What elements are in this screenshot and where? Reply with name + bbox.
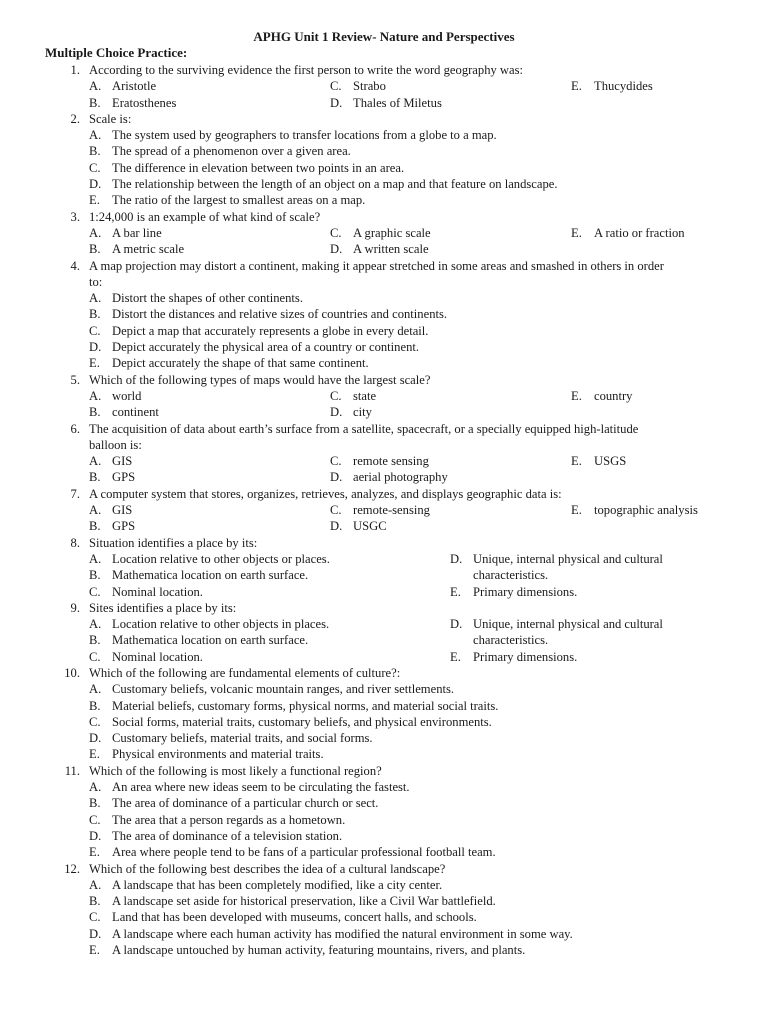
question-number: 7.	[70, 486, 80, 501]
question-number: 11.	[64, 763, 80, 778]
question-number: 12.	[64, 861, 80, 876]
question-6: 6. The acquisition of data about earth’s surface from a satellite, spacecraft, or a specially equipped high-latitude balloon is: A. GIS C. remote sensing E. USGS B. GPS D. aerial photography	[0, 421, 768, 486]
question-12: 12. Which of the following best describes the idea of a cultural landscape? A. A landscape that has been completely modified, like a city center. B. A landscape set aside for historical preservation, like a Civil War battlefield. C. Land that has been developed with museums, concert halls, and schools. D. A landscape where each human activity has modified the natural environment in some way. E. A landscape untouched by human activity, featuring mountains, rivers, and plants.	[0, 861, 768, 959]
question-number: 2.	[70, 111, 80, 126]
question-number: 3.	[70, 209, 80, 224]
question-2: 2. Scale is: A. The system used by geographers to transfer locations from a globe to a map. B. The spread of a phenomenon over a given area. C. The difference in elevation between two points in an area. D. The relationship between the length of an object on a map and that feature on landscape. E. The ratio of the largest to smallest areas on a map.	[0, 111, 768, 209]
question-10: 10. Which of the following are fundamental elements of culture?: A. Customary beliefs, volcanic mountain ranges, and river settlements. B. Material beliefs, customary forms, physical norms, and material social traits. C. Social forms, material traits, customary beliefs, and physical environments. D. Customary beliefs, material traits, and social forms. E. Physical environments and material traits.	[0, 665, 768, 763]
question-text: 1:24,000 is an example of what kind of scale?	[89, 209, 321, 224]
question-number: 1.	[70, 63, 80, 77]
question-8: 8. Situation identifies a place by its: A. Location relative to other objects or places. D. Unique, internal physical and cultural B. Mathematica location on earth surface. characteristics. C. Nominal location. E. Primary dimensions.	[0, 535, 768, 600]
question-text: Which of the following best describes the idea of a cultural landscape?	[89, 861, 446, 876]
question-number: 9.	[70, 600, 80, 615]
question-text: Which of the following is most likely a functional region?	[89, 763, 382, 778]
question-11: 11. Which of the following is most likely a functional region? A. An area where new ideas seem to be circulating the fastest. B. The area of dominance of a particular church or sect. C. The area that a person regards as a hometown. D. The area of dominance of a television station. E. Area where people tend to be fans of a particular professional football team.	[0, 763, 768, 861]
question-text: A map projection may distort a continent, making it appear stretched in some areas and smashed in others in order	[89, 258, 664, 273]
question-9: 9. Sites identifies a place by its: A. Location relative to other objects in places. D. Unique, internal physical and cultural B. Mathematica location on earth surface. characteristics. C. Nominal location. E. Primary dimensions.	[0, 600, 768, 665]
question-list	[0, 62, 768, 958]
question-1: 1. According to the surviving evidence the first person to write the word geography was: A. Aristotle C. Strabo E. Thucydides B. Eratosthenes D. Thales of Miletus	[0, 62, 768, 111]
question-text: Situation identifies a place by its:	[89, 535, 258, 550]
question-number: 4.	[70, 258, 80, 273]
question-text: Sites identifies a place by its:	[89, 600, 237, 615]
question-text: The acquisition of data about earth’s surface from a satellite, spacecraft, or a specially equipped high-latitude	[89, 421, 639, 436]
question-text: A computer system that stores, organizes, retrieves, analyzes, and displays geographic data is:	[89, 486, 562, 501]
page-title: APHG Unit 1 Review- Nature and Perspectives	[253, 29, 515, 44]
question-text-continued: to:	[89, 274, 103, 289]
question-5: 5. Which of the following types of maps would have the largest scale? A. world C. state E. country B. continent D. city	[0, 372, 768, 421]
question-text: Scale is:	[89, 111, 132, 126]
question-text: Which of the following types of maps would have the largest scale?	[89, 372, 431, 387]
question-number: 5.	[70, 372, 80, 387]
question-text: Which of the following are fundamental elements of culture?:	[89, 665, 401, 680]
question-text: According to the surviving evidence the first person to write the word geography was:	[89, 63, 524, 77]
question-text-continued: balloon is:	[89, 437, 142, 452]
question-number: 6.	[70, 421, 80, 436]
question-7: 7. A computer system that stores, organizes, retrieves, analyzes, and displays geographic data is: A. GIS C. remote-sensing E. topographic analysis B. GPS D. USGC	[0, 486, 768, 535]
question-4: 4. A map projection may distort a continent, making it appear stretched in some areas and smashed in others in order to: A. Distort the shapes of other continents. B. Distort the distances and relative sizes of countries and continents. C. Depict a map that accurately represents a globe in every detail. D. Depict accurately the physical area of a country or continent. E. Depict accurately the shape of that same continent.	[0, 258, 768, 372]
question-number: 8.	[70, 535, 80, 550]
section-heading: Multiple Choice Practice:	[45, 45, 188, 60]
question-3: 3. 1:24,000 is an example of what kind of scale? A. A bar line C. A graphic scale E. A ratio or fraction B. A metric scale D. A written scale	[0, 209, 768, 258]
question-number: 10.	[64, 665, 80, 680]
